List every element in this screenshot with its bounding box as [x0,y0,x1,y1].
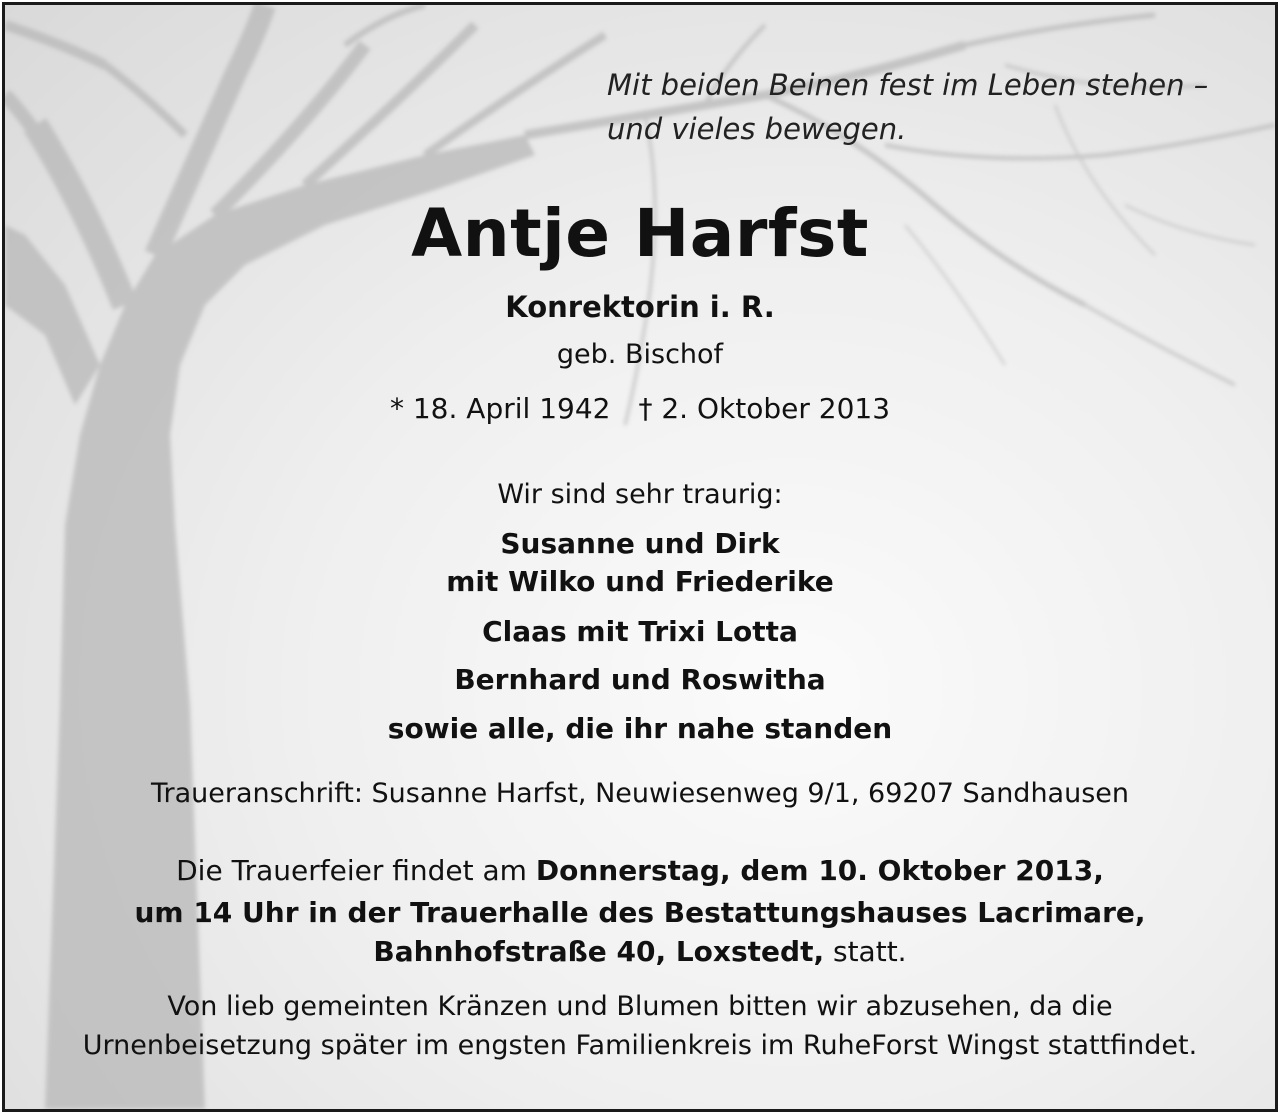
mourners-intro: Wir sind sehr traurig: [497,479,783,510]
deceased-name: Antje Harfst [411,195,869,272]
mourner-line: sowie alle, die ihr nahe standen [387,712,893,745]
birth-name: geb. Bischof [556,339,724,370]
deceased-title: Konrektorin i. R. [505,290,775,324]
death-date: † 2. Oktober 2013 [638,392,891,425]
ceremony-place: Bahnhofstraße 40, Loxstedt, [373,935,825,968]
ceremony-line-1 [5,854,1275,887]
motto-line-1: Mit beiden Beinen fest im Leben stehen – [607,68,1209,102]
ceremony-suffix: statt. [824,935,907,968]
flowers-note-line-1: Von lieb gemeinten Kränzen und Blumen bitten wir abzusehen, da die [167,991,1113,1022]
life-dates [5,392,1275,425]
ceremony-line-3 [5,935,1275,968]
mourner-line: mit Wilko und Friederike [446,565,834,598]
ceremony-line-2: um 14 Uhr in der Trauerhalle des Bestattungshauses Lacrimare, [134,896,1146,929]
ceremony-prefix: Die Trauerfeier findet am [176,854,536,887]
mourning-address: Traueranschrift: Susanne Harfst, Neuwiesenweg 9/1, 69207 Sandhausen [150,778,1130,809]
mourner-line: Bernhard und Roswitha [454,663,826,696]
obituary-card [2,2,1278,1112]
flowers-note-line-2: Urnenbeisetzung später im engsten Familienkreis im RuheForst Wingst stattfindet. [82,1030,1198,1061]
mourner-line: Susanne und Dirk [500,527,780,560]
motto-quote [607,63,1208,151]
birth-date: * 18. April 1942 [389,392,611,425]
obituary-content [5,5,1275,1109]
mourner-line: Claas mit Trixi Lotta [482,615,798,648]
ceremony-date: Donnerstag, dem 10. Oktober 2013, [535,854,1104,887]
motto-line-2: und vieles bewegen. [607,112,907,146]
